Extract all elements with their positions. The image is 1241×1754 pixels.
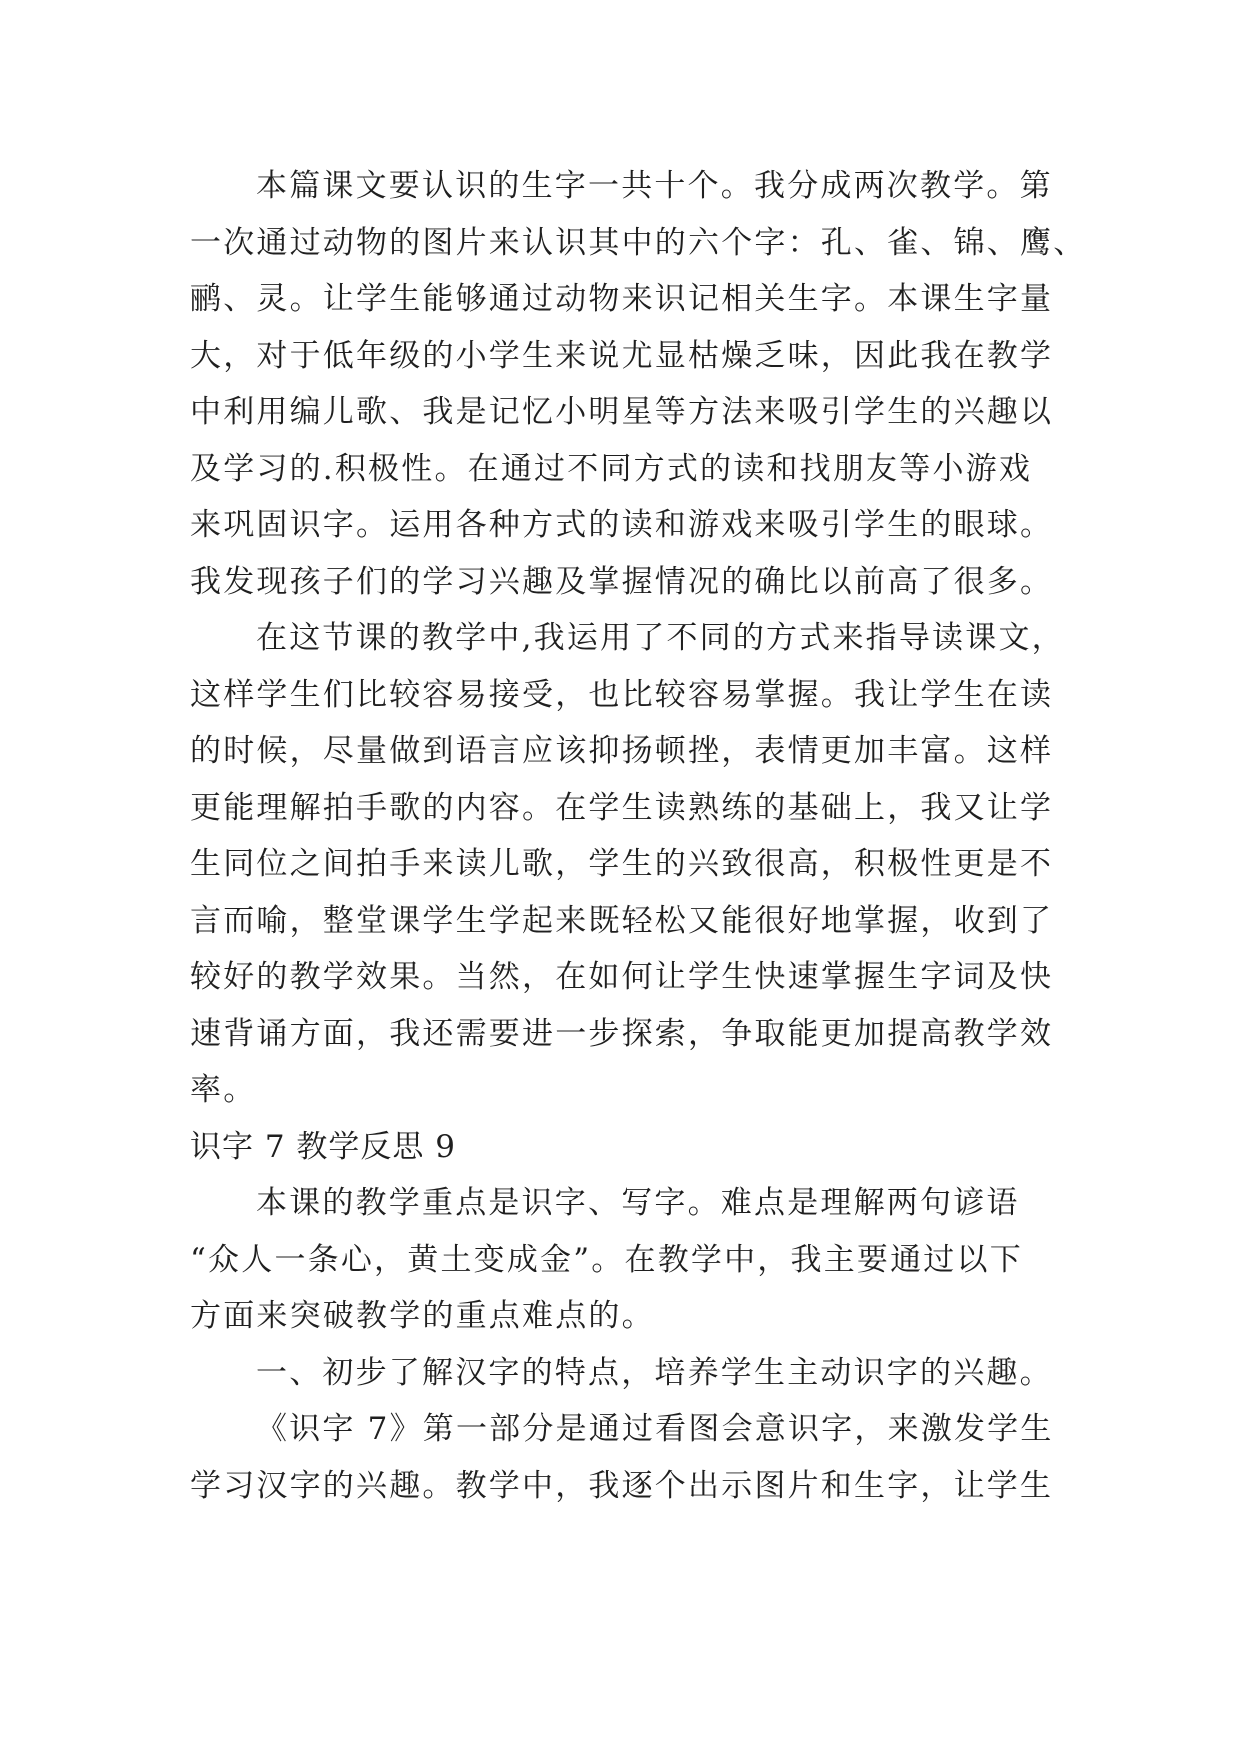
text-line: 一次通过动物的图片来认识其中的六个字：孔、雀、锦、鹰、 [190,224,1087,261]
text-line: 中利用编儿歌、我是记忆小明星等方法来吸引学生的兴趣以 [190,394,1054,430]
text-line: 及学习的.积极性。在通过不同方式的读和找朋友等小游戏 [190,450,1033,487]
text-line: 这样学生们比较容易接受，也比较容易掌握。我让学生在读 [190,676,1054,713]
text-line: 言而喻，整堂课学生学起来既轻松又能很好地掌握，收到了 [190,902,1054,939]
text-line: 学习汉字的兴趣。教学中，我逐个出示图片和生字，让学生 [190,1467,1054,1504]
text-line: 《识字 7》第一部分是通过看图会意识字，来激发学生 [256,1411,1054,1447]
text-line: 较好的教学效果。当然，在如何让学生快速掌握生字词及快 [190,959,1054,995]
text-line: 更能理解拍手歌的内容。在学生读熟练的基础上，我又让学 [190,789,1054,826]
document-body [190,158,1090,1514]
text-line: 本篇课文要认识的生字一共十个。我分成两次教学。第 [256,168,1053,204]
text-line: 生同位之间拍手来读儿歌，学生的兴致很高，积极性更是不 [190,846,1054,882]
text-line: 来巩固识字。运用各种方式的读和游戏来吸引学生的眼球。 [190,507,1054,543]
text-line: 鹂、灵。让学生能够通过动物来识记相关生字。本课生字量 [190,281,1054,317]
text-line: 大，对于低年级的小学生来说尤显枯燥乏味，因此我在教学 [190,337,1054,374]
text-line: 我发现孩子们的学习兴趣及掌握情况的确比以前高了很多。 [190,563,1054,600]
text-line: 速背诵方面，我还需要进一步探索，争取能更加提高教学效 [190,1015,1054,1052]
text-line: 率。 [190,1072,257,1108]
text-line: 的时候，尽量做到语言应该抑扬顿挫，表情更加丰富。这样 [190,733,1054,769]
text-line: 在这节课的教学中,我运用了不同的方式来指导读课文， [256,620,1065,656]
text-line: 本课的教学重点是识字、写字。难点是理解两句谚语 [256,1185,1020,1221]
section-heading: 识字 7 教学反思 9 [190,1128,457,1165]
text-line: 一、初步了解汉字的特点，培养学生主动识字的兴趣。 [256,1354,1053,1391]
text-line: “众人一条心，黄土变成金”。在教学中，我主要通过以下 [190,1241,1023,1278]
text-line: 方面来突破教学的重点难点的。 [190,1298,655,1334]
